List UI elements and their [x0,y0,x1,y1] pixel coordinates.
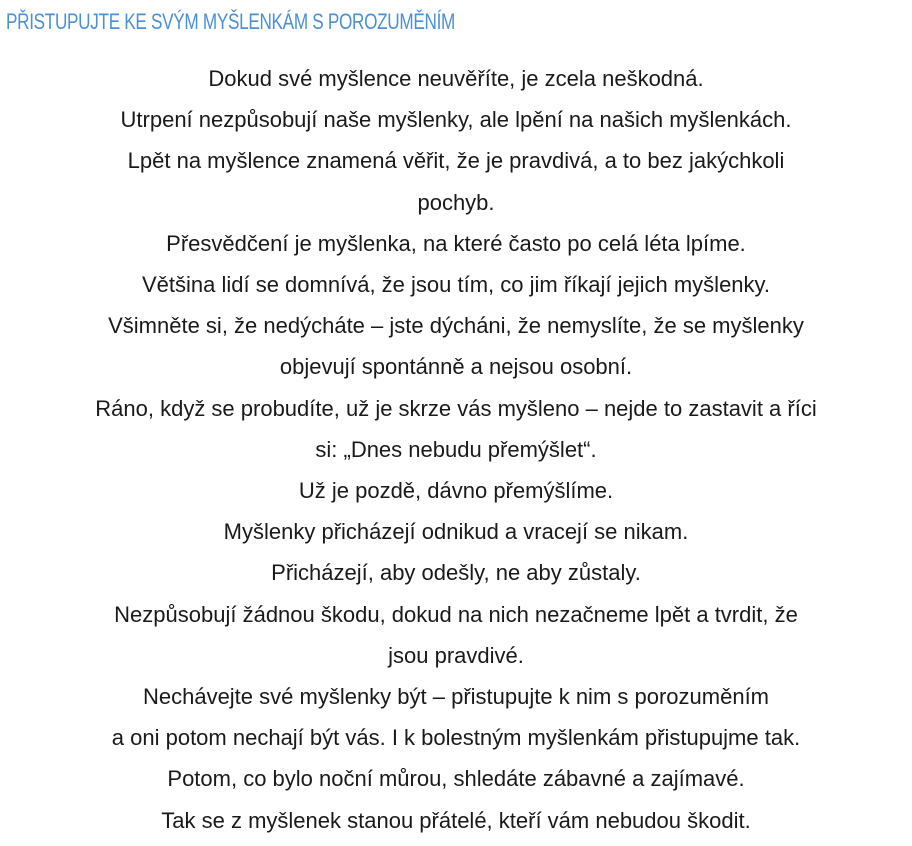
text-line: Dokud své myšlence neuvěříte, je zcela neškodná. [208,66,704,91]
text-line: a oni potom nechají být vás. I k bolestným myšlenkám přistupujme tak. [111,725,801,751]
text-line: Tak se z myšlenek stanou přátelé, kteří vám nebudou škodit. [161,807,751,833]
text-line: Ráno, když se probudíte, už je skrze vás myšleno – nejde to zastavit a říci [95,395,817,421]
text-line: Přicházejí, aby odešly, ne aby zůstaly. [271,560,641,586]
text-line: Nechávejte své myšlenky být – přistupujte k nim s porozuměním [142,684,770,710]
text-line: Většina lidí se domnívá, že jsou tím, co jim říkají jejich myšlenky. [141,272,771,298]
text-line: Nezpůsobují žádnou škodu, dokud na nich nezačneme lpět a tvrdit, že [114,601,798,627]
text-line: Lpět na myšlence znamená věřit, že je pravdivá, a to bez jakýchkoli [127,148,785,174]
text-line: objevují spontánně a nejsou osobní. [279,354,633,380]
text-line: Přesvědčení je myšlenka, na které často po celá léta lpíme. [166,230,746,256]
text-line: Všimněte si, že nedýcháte – jste dýcháni, že nemyslíte, že se myšlenky [108,313,804,339]
text-line: Potom, co bylo noční můrou, shledáte zábavné a zajímavé. [167,766,745,792]
page-title: PŘISTUPUJTE KE SVÝM MYŠLENKÁM S POROZUMĚNÍM [6,9,456,34]
text-line: pochyb. [417,189,495,215]
text-line: Utrpení nezpůsobují naše myšlenky, ale lpění na našich myšlenkách. [120,107,792,133]
text-line: jsou pravdivé. [388,642,524,668]
text-line: Už je pozdě, dávno přemýšlíme. [298,478,614,504]
text-line: si: „Dnes nebudu přemýšlet“. [315,436,597,462]
article-body [0,58,912,841]
text-line: Myšlenky přicházejí odnikud a vracejí se nikam. [223,519,689,545]
